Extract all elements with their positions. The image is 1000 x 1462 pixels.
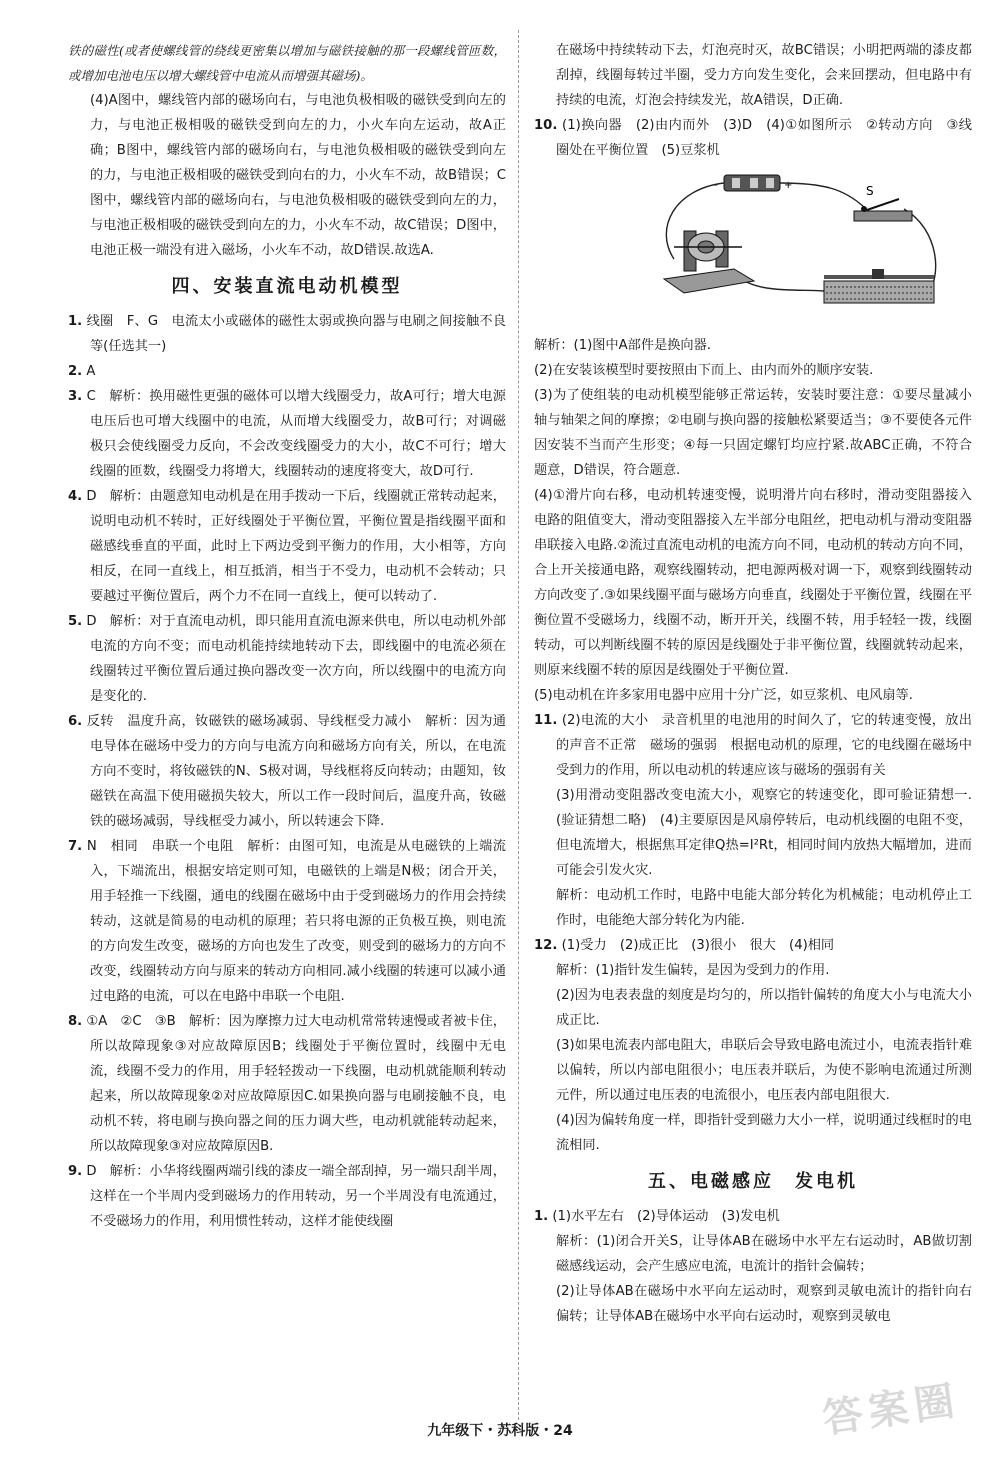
item-text: (2)电流的大小 录音机里的电池用的时间久了，它的转速变慢，放出的声音不正常 磁场的强弱 根据电动机的原理，它的电线圈在磁场中受到力的作用，所以电动机的转速应该与磁场的强弱有关: [556, 713, 972, 778]
svg-text:+: +: [784, 180, 793, 191]
switch-label: S: [866, 184, 874, 198]
answer-item: [68, 384, 506, 484]
explanation-11: [534, 783, 972, 933]
explanation-line: (3)如果电流表内部电阻大，串联后会导致电路电流过小，电流表指针难以偏转，所以内部电阻很小；电压表并联后，为使不影响电流通过所测元件，所以通过电压表的电流很小，电压表内部电阻很大.: [556, 1038, 972, 1103]
item-number: 1.: [534, 1209, 549, 1224]
switch-icon: [854, 184, 912, 221]
answer-item: [68, 709, 506, 834]
circuit-figure: [654, 169, 954, 329]
answer-item: [68, 309, 506, 359]
answer-item: [68, 834, 506, 1009]
rheostat-icon: [824, 269, 934, 303]
explanation-10: [534, 333, 972, 708]
watermark-text: 答案圈: [819, 1376, 964, 1443]
explanation-line: 解析：(1)图中A部件是换向器.: [534, 338, 711, 353]
item-text: ①A ②C ③B 解析：因为摩擦力过大电动机常常转速慢或者被卡住，所以故障现象③对应故障原因B；线圈处于平衡位置时，线圈中无电流，线圈不受力的作用，用手轻轻拨动一下线圈，电动机就能顺利转动起来，所以故障现象②对应故障原因C.如果换向器与电刷接触不良，电动机不转，将电刷与换向器之间的压力调大些，电动机就能转动起来，所以故障现象③对应故障原因B.: [86, 1014, 506, 1154]
explanation-line: (4)因为偏转角度一样，即指针受到磁力大小一样，说明通过线框时的电流相同.: [556, 1113, 972, 1153]
motor-model-icon: [664, 231, 754, 293]
explanation-1: [534, 1229, 972, 1329]
item-text: A: [86, 364, 96, 379]
explanation-line: (4)①滑片向右移，电动机转速变慢，说明滑片向右移时，滑动变阻器接入电路的阻值变大，滑动变阻器接入左半部分电阻丝，把电动机与滑动变阻器串联接入电路.②流过直流电动机的电流方向不同，电动机的转动方向不同，合上开关接通电路，观察线圈转动，把电源两极对调一下，观察到线圈转动方向改变了.③如果线圈平面与磁场方向垂直，线圈处于平衡位置，线圈在平衡位置不受磁场力，线圈不动，断开开关，线圈不转，用手轻轻一拨，线圈转动，可以判断线圈不转的原因是线圈处于非平衡位置，线圈就转动起来，则原来线圈不转的原因是线圈处于平衡位置.: [534, 488, 973, 678]
motor-circuit-diagram: [654, 169, 954, 329]
left-paragraph-1: 铁的磁性(或者使螺线管的绕线更密集以增加与磁铁接触的那一段螺线管匝数，或增加电池电压以增大螺线管中电流从而增强其磁场)。: [68, 43, 506, 83]
answer-item-1: [534, 1204, 972, 1229]
item-number: 12.: [534, 938, 558, 953]
item-number: 2.: [68, 364, 83, 379]
item-text: (1)水平左右 (2)导体运动 (3)发电机: [552, 1209, 780, 1224]
answer-item-10: [534, 113, 972, 163]
item-text: C 解析：换用磁性更强的磁体可以增大线圈受力，故A可行；增大电源电压后也可增大线圈中的电流，从而增大线圈受力，故B可行；对调磁极只会使线圈受力反向，不会改变线圈受力的大小，故C不可行；增大线圈的匝数，线圈受力将增大，线圈转动的速度将变大，故D可行.: [86, 389, 506, 479]
explanation-line: (2)因为电表表盘的刻度是均匀的，所以指针偏转的角度大小与电流大小成正比.: [556, 988, 972, 1028]
item-number: 5.: [68, 614, 83, 629]
section-title-5: 五、电磁感应 发电机: [648, 1171, 858, 1192]
answer-item: [68, 484, 506, 609]
item-text: (1)换向器 (2)由内而外 (3)D (4)①如图所示 ②转动方向 ③线圈处在平衡位置 (5)豆浆机: [556, 118, 972, 158]
item-text: D 解析：由题意知电动机是在用手拨动一下后，线圈就正常转动起来，说明电动机不转时，正好线圈处于平衡位置，平衡位置是指线圈平面和磁感线垂直的平面，此时上下两边受到平衡力的作用，大小相等，方向相反，在同一直线上，相互抵消，相当于不受力，电动机不会转动；只要越过平衡位置后，两个力不在同一直线上，便可以转动了.: [86, 489, 506, 604]
explanation-line: (3)用滑动变阻器改变电流大小，观察它的转速变化，即可验证猜想一.(验证猜想二略) (4)主要原因是风扇停转后，电动机线圈的电阻不变，但电流增大，根据焦耳定律Q热=I²Rt，相同时间内放热大幅增加，进而可能会引发火灾.: [556, 788, 972, 878]
explanation-line: 解析：(1)指针发生偏转，是因为受到力的作用.: [556, 963, 830, 978]
item-number: 7.: [68, 839, 83, 854]
answer-item: [68, 609, 506, 709]
answer-item: [68, 359, 506, 384]
answer-item: [68, 1159, 506, 1234]
left-paragraph-2: (4)A图中，螺线管内部的磁场向右，与电池负极相吸的磁铁受到向左的力，与电池正极相吸的磁铁受到向左的力，小火车向左运动，故A正确；B图中，螺线管内部的磁场向右，与电池负极相吸的磁铁受到向左的力，与电池正极相吸的磁铁受到向右的力，小火车不动，故B错误；C图中，螺线管内部的磁场向右，与电池负极相吸的磁铁受到向左的力，与电池正极相吸的磁铁受到向左的力，小火车不动，故C错误；D图中，电池正极一端没有进入磁场，小火车不动，故D错误.故选A.: [90, 93, 506, 258]
item-text: N 相同 串联一个电阻 解析：由图可知，电流是从电磁铁的上端流入，下端流出，根据安培定则可知，电磁铁的上端是N极；闭合开关，用手轻推一下线圈，通电的线圈在磁场中由于受到磁场力的作用会持续转动，这就是简易的电动机的原理；若只将电源的正负极互换，则电流的方向发生改变，磁场的方向也发生了改变，则受到的磁场力的方向不改变，线圈转动方向与原来的转动方向相同.减小线圈的转速可以减小通过电路的电流，可以在电路中串联一个电阻.: [86, 839, 506, 1004]
item-number: 9.: [68, 1164, 83, 1179]
item-number: 1.: [68, 314, 83, 329]
explanation-line: (2)在安装该模型时要按照由下而上、由内而外的顺序安装.: [534, 363, 874, 378]
explanation-line: (5)电动机在许多家用电器中应用十分广泛，如豆浆机、电风扇等.: [534, 688, 913, 703]
right-column: [534, 38, 972, 1329]
item-number: 3.: [68, 389, 83, 404]
answer-item-11: [534, 708, 972, 783]
item-number: 8.: [68, 1014, 83, 1029]
svg-text:-: -: [714, 180, 718, 191]
column-divider: [518, 30, 519, 1420]
answer-item-12: [534, 933, 972, 958]
section-title-4: 四、安装直流电动机模型: [171, 276, 403, 297]
explanation-12: [534, 958, 972, 1158]
left-column: [68, 38, 506, 1234]
item-number: 4.: [68, 489, 83, 504]
watermark-logo: [812, 1358, 982, 1448]
explanation-line: (3)为了使组装的电动机模型能够正常运转，安装时要注意：①要尽量减小轴与轴架之间的摩擦；②电刷与换向器的接触松紧要适当；③不要使各元件因安装不当而产生形变；④每一只固定螺钉均应拧紧.故ABC正确，不符合题意，D错误，符合题意.: [534, 388, 972, 478]
item-text: D 解析：小华将线圈两端引线的漆皮一端全部刮掉，另一端只刮半周，这样在一个半周内受到磁场力的作用转动，另一个半周没有电流通过，不受磁场力的作用，利用惯性转动，这样才能使线圈: [86, 1164, 506, 1229]
right-paragraph-1: 在磁场中持续转动下去，灯泡亮时灭，故BC错误；小明把两端的漆皮都刮掉，线圈每转过半圈，受力方向发生变化，会来回摆动，但电路中有持续的电流，灯泡会持续发光，故A错误，D正确.: [556, 43, 972, 108]
explanation-line: (2)让导体AB在磁场中水平向左运动时，观察到灵敏电流计的指针向右偏转；让导体AB在磁场中水平向右运动时，观察到灵敏电: [556, 1284, 972, 1324]
item-text: 线圈 F、G 电流太小或磁体的磁性太弱或换向器与电刷之间接触不良等(任选其一): [86, 314, 506, 354]
answer-item: [68, 1009, 506, 1159]
item-number: 10.: [534, 118, 558, 133]
item-text: D 解析：对于直流电动机，即只能用直流电源来供电，所以电动机外部电流的方向不变；而电动机能持续地转动下去，即线圈中的电流必须在线圈转过平衡位置后通过换向器改变一次方向，所以线圈中的电流方向是变化的.: [86, 614, 506, 704]
page-footer: 九年级下・苏科版・24: [427, 1423, 573, 1439]
explanation-line: 解析：电动机工作时，电路中电能大部分转化为机械能；电动机停止工作时，电能绝大部分转化为内能.: [556, 888, 972, 928]
item-text: 反转 温度升高，钕磁铁的磁场减弱、导线框受力减小 解析：因为通电导体在磁场中受力的方向与电流方向和磁场方向有关，所以，在电流方向不变时，将钕磁铁的N、S极对调，导线框将反向转动；由题知，钕磁铁在高温下使用磁损失较大，所以工作一段时间后，温度升高，钕磁铁的磁场减弱，导线框受力减小，所以转速会下降.: [86, 714, 506, 829]
item-number: 6.: [68, 714, 83, 729]
item-number: 11.: [534, 713, 558, 728]
left-items: [68, 309, 506, 1234]
explanation-line: 解析：(1)闭合开关S，让导体AB在磁场中水平左右运动时，AB做切割磁感线运动，会产生感应电流，电流计的指针会偏转；: [556, 1234, 972, 1274]
item-text: (1)受力 (2)成正比 (3)很小 很大 (4)相同: [561, 938, 835, 953]
